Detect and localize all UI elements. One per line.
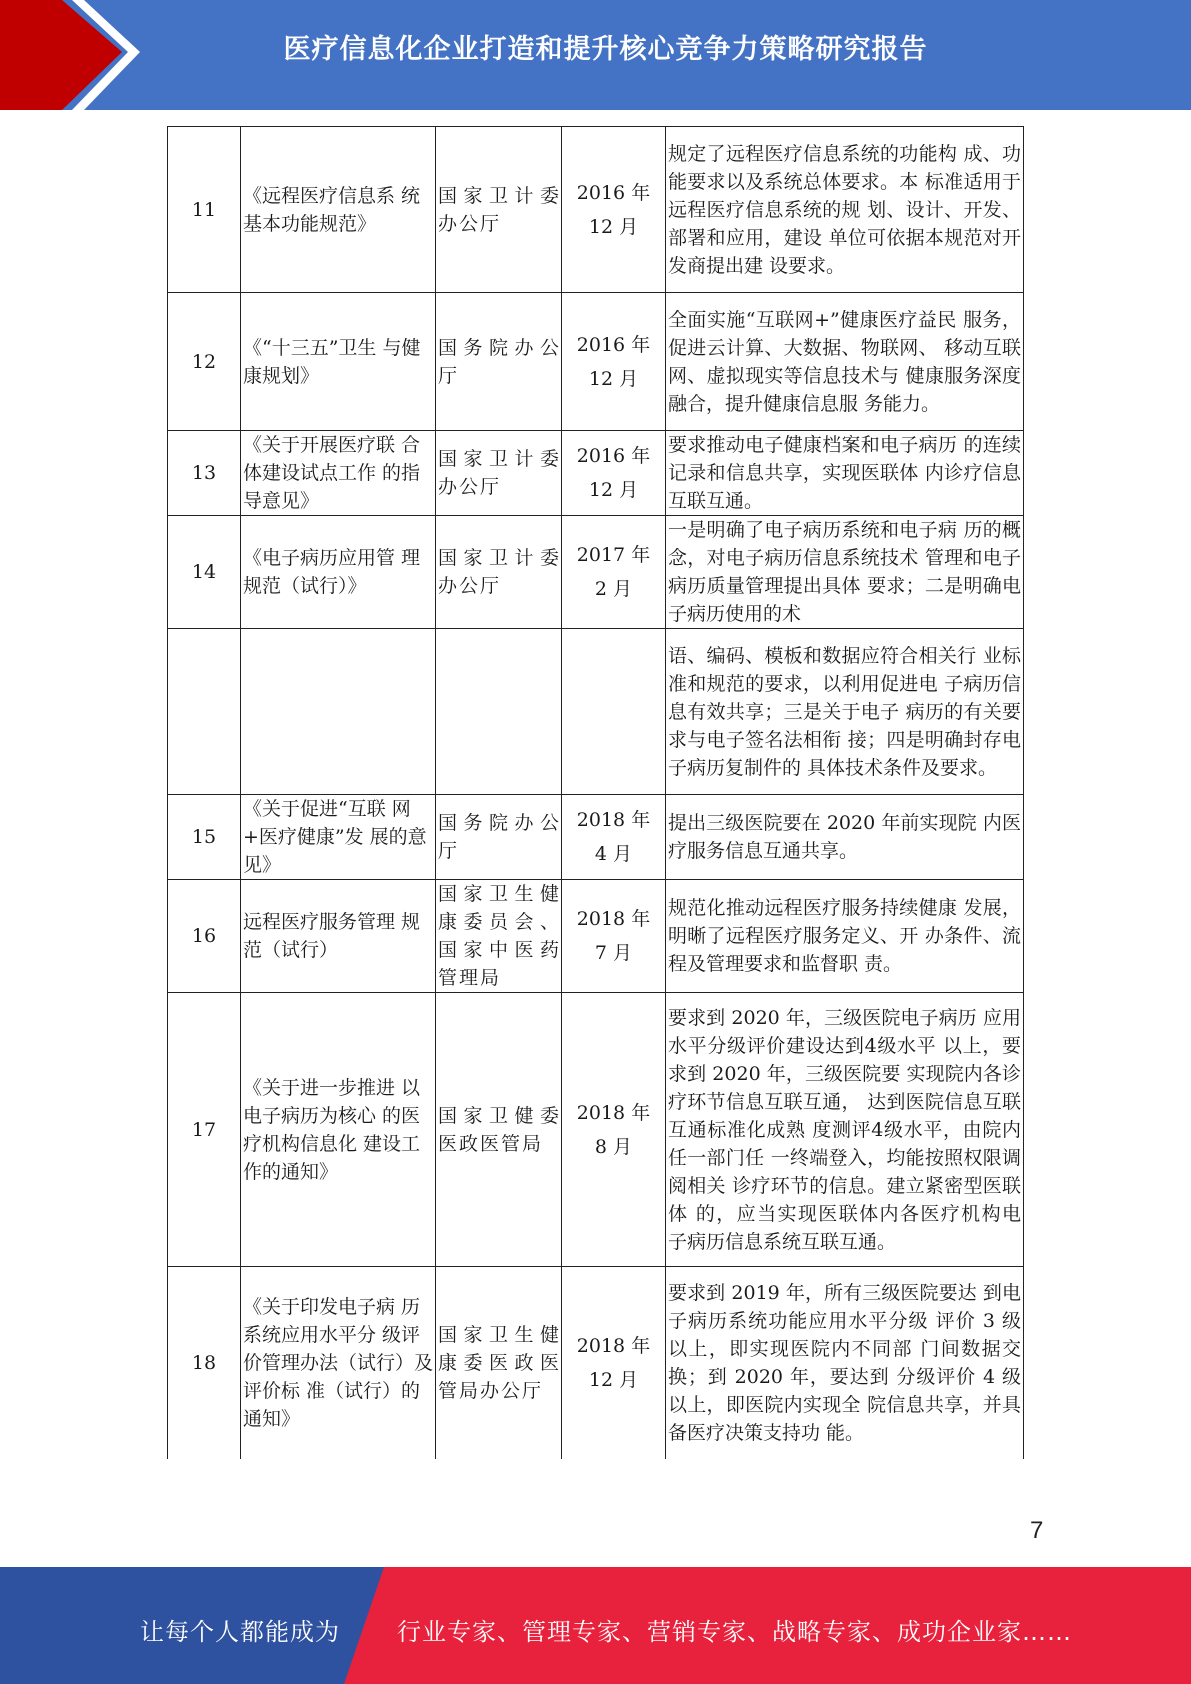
table-row	[168, 516, 1024, 629]
policy-description: 要求到 2020 年，三级医院电子病历 应用水平分级评价建设达到4级水平 以上，要求到 2020 年，三级医院要 实现院内各诊疗环节信息互联互通， 达到医院信息互联互通标准化成熟 度测评4级水平，由院内任一部门任 一终端登入，均能按照权限调阅相关 诊疗环节的信息。建立紧密型医联体 的，应当实现医联体内各医疗机构电 子病历信息系统互联互通。	[666, 993, 1024, 1267]
row-number: 16	[168, 880, 241, 993]
page-number: 7	[1030, 1517, 1044, 1544]
policy-name: 《关于进一步推进 以电子病历为核心 的医疗机构信息化 建设工作的通知》	[241, 993, 436, 1267]
issue-month: 4 月	[594, 843, 633, 865]
policy-name: 《关于印发电子病 历系统应用水平分 级评价管理办法（试行）及评价标 准（试行）的通知》	[241, 1267, 436, 1459]
report-title: 医疗信息化企业打造和提升核心竞争力策略研究报告	[283, 34, 928, 65]
row-number: 12	[168, 293, 241, 431]
issue-month: 12 月	[588, 479, 639, 501]
issuing-org: 国家卫计委办公厅	[436, 516, 562, 629]
issuing-org: 国家卫生健康委医政医管局办公厅	[436, 1267, 562, 1459]
policy-table	[167, 126, 1024, 1459]
issue-year: 2016 年	[576, 181, 651, 204]
footer-slogan-left: 让每个人都能成为	[140, 1618, 340, 1646]
policy-name: 《关于促进“互联 网+医疗健康”发 展的意见》	[241, 795, 436, 880]
table-row	[168, 431, 1024, 516]
row-number: 17	[168, 993, 241, 1267]
issuing-org: 国家卫健委医政医管局	[436, 993, 562, 1267]
issue-date	[562, 880, 666, 993]
table-row	[168, 1267, 1024, 1459]
issue-month: 2 月	[594, 578, 633, 600]
issuing-org: 国务院办公厅	[436, 293, 562, 431]
row-number: 13	[168, 431, 241, 516]
issue-year: 2016 年	[576, 445, 651, 467]
policy-description: 提出三级医院要在 2020 年前实现院 内医疗服务信息互通共享。	[666, 795, 1024, 880]
policy-name: 《电子病历应用管 理规范（试行）》	[241, 516, 436, 629]
issue-year: 2018 年	[576, 908, 651, 930]
issue-date	[562, 795, 666, 880]
row-number: 15	[168, 795, 241, 880]
issuing-org: 国务院办公厅	[436, 795, 562, 880]
issuing-org: 国家卫计委办公厅	[436, 127, 562, 293]
table-row	[168, 795, 1024, 880]
issuing-org: 国家卫生健康委员会、国家中医药管理局	[436, 880, 562, 993]
policy-description: 要求推动电子健康档案和电子病历 的连续记录和信息共享，实现医联体 内诊疗信息互联互通。	[666, 431, 1024, 516]
issue-year: 2017 年	[576, 544, 651, 566]
policy-name: 《远程医疗信息系 统基本功能规范》	[241, 127, 436, 293]
issue-month: 12 月	[588, 215, 639, 238]
issue-date	[562, 127, 666, 293]
policy-description: 语、编码、模板和数据应符合相关行 业标准和规范的要求，以利用促进电 子病历信息有效共享；三是关于电子 病历的有关要求与电子签名法相衔 接；四是明确封存电子病历复制件的 具体技术条件及要求。	[666, 629, 1024, 795]
policy-description: 规定了远程医疗信息系统的功能构 成、功能要求以及系统总体要求。本 标准适用于远程医疗信息系统的规 划、设计、开发、部署和应用，建设 单位可依据本规范对开发商提出建 设要求。	[666, 127, 1024, 293]
table-row	[168, 993, 1024, 1267]
issue-month: 12 月	[588, 367, 639, 390]
policy-description: 全面实施“互联网+”健康医疗益民 服务，促进云计算、大数据、物联网、 移动互联网、虚拟现实等信息技术与 健康服务深度融合，提升健康信息服 务能力。	[666, 293, 1024, 431]
policy-name: 远程医疗服务管理 规范（试行）	[241, 880, 436, 993]
issue-date	[562, 629, 666, 795]
issue-year: 2018 年	[576, 809, 651, 831]
table-row	[168, 880, 1024, 993]
issue-date	[562, 293, 666, 431]
issue-month: 8 月	[594, 1135, 633, 1158]
issue-date	[562, 993, 666, 1267]
issuing-org	[436, 629, 562, 795]
policy-description: 要求到 2019 年，所有三级医院要达 到电子病历系统功能应用水平分级 评价 3 级以上，即实现医院内不同部 门间数据交换；到 2020 年，要达到 分级评价 4 级以上，即医院内实现全 院信息共享，并具备医疗决策支持功 能。	[666, 1267, 1024, 1459]
row-number: 18	[168, 1267, 241, 1459]
row-number: 14	[168, 516, 241, 629]
page-header	[0, 0, 1191, 110]
issue-date	[562, 1267, 666, 1459]
issue-date	[562, 431, 666, 516]
issue-date	[562, 516, 666, 629]
policy-description: 一是明确了电子病历系统和电子病 历的概念，对电子病历信息系统技术 管理和电子病历质量管理提出具体 要求；二是明确电子病历使用的术	[666, 516, 1024, 629]
issue-month: 7 月	[594, 942, 633, 964]
table-row	[168, 629, 1024, 795]
footer-slogan-right: 行业专家、管理专家、营销专家、战略专家、成功企业家……	[397, 1618, 1072, 1646]
table-row	[168, 293, 1024, 431]
issue-year: 2016 年	[576, 333, 651, 356]
row-number	[168, 629, 241, 795]
issue-year: 2018 年	[576, 1334, 651, 1357]
policy-name: 《“十三五”卫生 与健康规划》	[241, 293, 436, 431]
table-row	[168, 127, 1024, 293]
issue-year: 2018 年	[576, 1101, 651, 1124]
policy-name: 《关于开展医疗联 合体建设试点工作 的指导意见》	[241, 431, 436, 516]
policy-description: 规范化推动远程医疗服务持续健康 发展，明晰了远程医疗服务定义、开 办条件、流程及管理要求和监督职 责。	[666, 880, 1024, 993]
issuing-org: 国家卫计委办公厅	[436, 431, 562, 516]
issue-month: 12 月	[588, 1368, 639, 1391]
policy-name	[241, 629, 436, 795]
row-number: 11	[168, 127, 241, 293]
